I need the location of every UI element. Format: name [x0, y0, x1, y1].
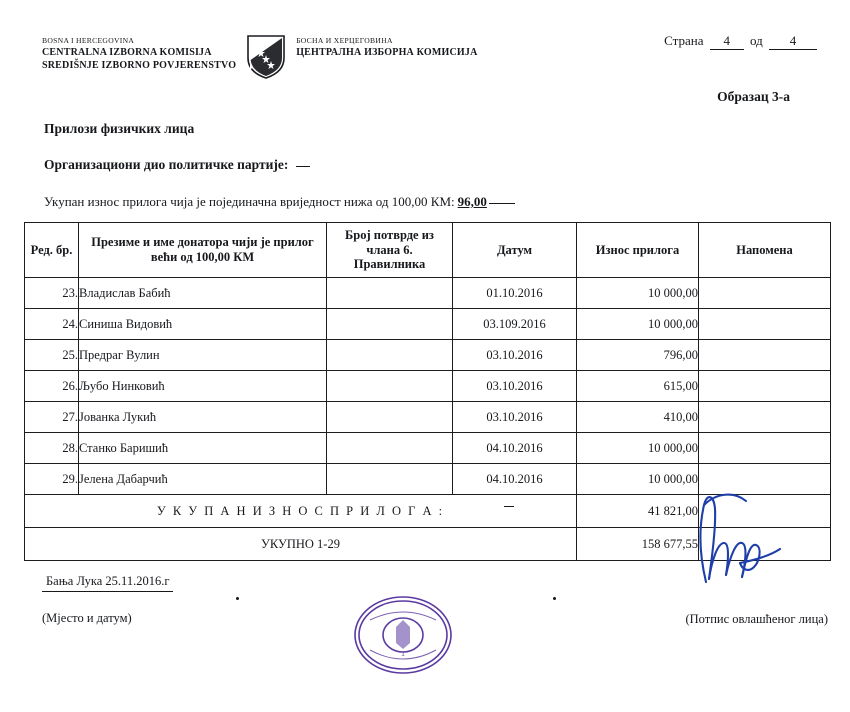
cell-donor: Владислав Бабић — [79, 278, 327, 309]
cell-amount: 410,00 — [577, 402, 699, 433]
official-stamp — [348, 594, 458, 676]
cell-amount: 615,00 — [577, 371, 699, 402]
org-unit-blank — [296, 166, 310, 167]
header-right-commission: ЦЕНТРАЛНА ИЗБОРНА КОМИСИЈА — [296, 47, 478, 59]
section-title-contributions: Прилози физичких лица — [44, 121, 195, 136]
subtotal-amount: 41 821,00 — [577, 495, 699, 528]
page-number-total: 4 — [769, 33, 817, 50]
cell-no: 26. — [25, 371, 79, 402]
header-right-text — [296, 34, 477, 59]
table-row — [25, 340, 831, 371]
grand-total-amount: 158 677,55 — [577, 528, 699, 561]
table-row — [25, 464, 831, 495]
table-body — [25, 278, 831, 561]
svg-text:1: 1 — [401, 651, 405, 658]
column-header-date: Датум — [453, 223, 577, 278]
cell-date: 03.10.2016 — [453, 340, 577, 371]
cell-certificate — [327, 402, 453, 433]
org-unit-row — [44, 157, 310, 173]
column-header-certificate: Број потврде из члана 6. Правилника — [327, 223, 453, 278]
document-header — [42, 34, 478, 80]
cell-date: 03.10.2016 — [453, 402, 577, 433]
subtotal-label — [25, 495, 577, 528]
table-row — [25, 371, 831, 402]
header-right-country: БОСНА И ХЕРЦЕГОВИНА — [296, 36, 393, 45]
grand-total-row — [25, 528, 831, 561]
cell-note — [699, 402, 831, 433]
table-row — [25, 402, 831, 433]
cell-certificate — [327, 464, 453, 495]
small-contributions-label: Укупан износ прилога чија је појединачна вриједност нижа од 100,00 КМ: — [44, 194, 455, 209]
cell-donor: Јованка Лукић — [79, 402, 327, 433]
contributions-table — [24, 222, 831, 561]
page-number-of-label: од — [750, 33, 763, 48]
cell-certificate — [327, 340, 453, 371]
signature-label: (Потпис овлашћеног лица) — [685, 612, 828, 626]
header-left-text — [42, 34, 236, 72]
table-row — [25, 433, 831, 464]
header-left-country: BOSNA I HERCEGOVINA — [42, 36, 135, 45]
cell-amount: 796,00 — [577, 340, 699, 371]
page-number-label: Страна — [664, 33, 704, 48]
cell-note — [699, 309, 831, 340]
column-header-no: Ред. бр. — [25, 223, 79, 278]
cell-donor: Предраг Вулин — [79, 340, 327, 371]
cell-certificate — [327, 309, 453, 340]
table-row — [25, 309, 831, 340]
cell-note — [699, 340, 831, 371]
cell-date: 04.10.2016 — [453, 464, 577, 495]
cell-note — [699, 371, 831, 402]
small-contributions-amount: 96,00 — [457, 194, 487, 209]
coat-of-arms-icon — [244, 34, 288, 80]
form-code: Образац 3-а — [717, 89, 790, 104]
small-contributions-row — [44, 194, 515, 210]
cell-donor: Љубо Нинковић — [79, 371, 327, 402]
table-header-row — [25, 223, 831, 278]
cell-amount: 10 000,00 — [577, 464, 699, 495]
header-left-commission: CENTRALNA IZBORNA KOMISIJA — [42, 47, 212, 59]
cell-donor: Јелена Дабарчић — [79, 464, 327, 495]
cell-date: 04.10.2016 — [453, 433, 577, 464]
cell-certificate — [327, 278, 453, 309]
place-and-date-label: (Мјесто и датум) — [42, 611, 132, 625]
cell-donor: Станко Баришић — [79, 433, 327, 464]
decorative-dot-right — [553, 597, 556, 600]
grand-total-label: УКУПНО 1-29 — [25, 528, 577, 561]
cell-amount: 10 000,00 — [577, 433, 699, 464]
subtotal-label-text: У К У П А Н И З Н О С П Р И Л О Г А : — [156, 503, 445, 518]
cell-certificate — [327, 371, 453, 402]
cell-no: 23. — [25, 278, 79, 309]
subtotal-dash — [504, 506, 514, 507]
cell-date: 03.10.2016 — [453, 371, 577, 402]
cell-date: 01.10.2016 — [453, 278, 577, 309]
cell-no: 28. — [25, 433, 79, 464]
cell-amount: 10 000,00 — [577, 309, 699, 340]
page-number — [664, 33, 820, 50]
cell-note — [699, 278, 831, 309]
column-header-donor: Презиме и име донатора чији је прилог већи од 100,00 КМ — [79, 223, 327, 278]
decorative-dot-left — [236, 597, 239, 600]
column-header-note: Напомена — [699, 223, 831, 278]
column-header-amount: Износ прилога — [577, 223, 699, 278]
cell-amount: 10 000,00 — [577, 278, 699, 309]
grand-total-note — [699, 528, 831, 561]
cell-note — [699, 464, 831, 495]
table-row — [25, 278, 831, 309]
org-unit-label: Организациони дио политичке партије: — [44, 157, 289, 172]
cell-donor: Синиша Видовић — [79, 309, 327, 340]
cell-date: 03.109.2016 — [453, 309, 577, 340]
header-left-commission-alt: SREDIŠNJE IZBORNO POVJERENSTVO — [42, 60, 237, 72]
cell-note — [699, 433, 831, 464]
subtotal-note — [699, 495, 831, 528]
cell-no: 25. — [25, 340, 79, 371]
place-and-date-value: Бања Лука 25.11.2016.г — [42, 574, 173, 592]
page-number-current: 4 — [710, 33, 744, 50]
cell-no: 27. — [25, 402, 79, 433]
cell-no: 29. — [25, 464, 79, 495]
cell-no: 24. — [25, 309, 79, 340]
cell-certificate — [327, 433, 453, 464]
small-contributions-blank — [489, 203, 515, 204]
subtotal-row — [25, 495, 831, 528]
